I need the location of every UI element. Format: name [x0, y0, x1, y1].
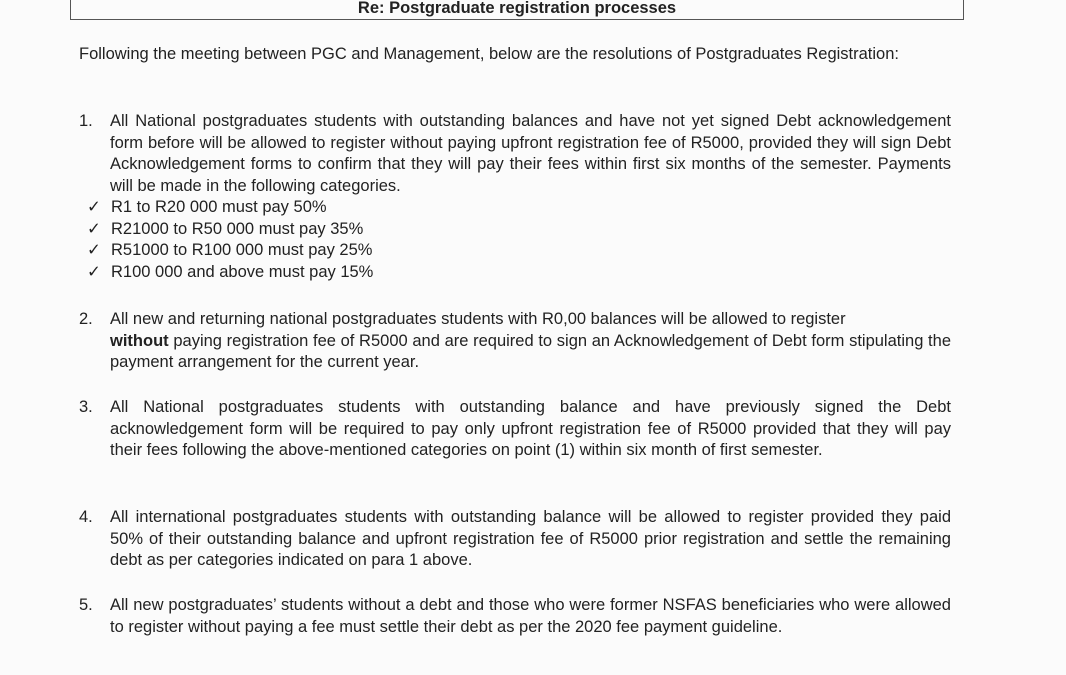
item-text: All international postgraduates students with outstanding balance will be allowed to register provided they paid 50% of their outstanding balance and upfront registration fee of R5000 prior registration and settle the remaining debt as per categories indicated on para 1 above.	[110, 508, 951, 569]
category-item	[79, 197, 920, 219]
category-item	[79, 240, 920, 262]
resolution-item-3	[79, 397, 959, 462]
item-number: 1.	[79, 112, 93, 130]
subject-heading: Re: Postgraduate registration processes	[70, 0, 964, 20]
check-icon: ✓	[87, 262, 101, 281]
category-label: R1 to R20 000 must pay 50%	[111, 198, 327, 216]
category-item	[79, 219, 920, 241]
category-item	[79, 262, 920, 284]
resolution-item-1	[79, 111, 959, 283]
category-label: R51000 to R100 000 must pay 25%	[111, 241, 373, 259]
item-text: All new postgraduates’ students without a debt and those who were former NSFAS beneficiaries who were allowed to register without paying a fee must settle their debt as per the 2020 fee payment guideline.	[110, 596, 951, 636]
intro-paragraph: Following the meeting between PGC and Management, below are the resolutions of Postgraduates Registration:	[79, 45, 899, 63]
item-text-part: All new and returning national postgraduates students with R0,00 balances will be allowed to register	[110, 310, 846, 328]
item-number: 4.	[79, 508, 93, 526]
payment-categories-list	[79, 197, 920, 283]
check-icon: ✓	[87, 219, 101, 238]
item-number: 5.	[79, 596, 93, 614]
check-icon: ✓	[87, 241, 101, 259]
item-number: 3.	[79, 398, 93, 416]
item-text-part: paying registration fee of R5000 and are required to sign an Acknowledgement of Debt form stipulating the payment arrangement for the current year.	[110, 331, 951, 371]
item-text-emphasis: without	[110, 331, 169, 350]
item-text: All National postgraduates students with outstanding balance and have previously signed the Debt acknowledgement form will be required to pay only upfront registration fee of R5000 provided that they will pay their fees following the above-mentioned categories on point (1) within six month of first semester.	[110, 398, 951, 459]
category-label: R21000 to R50 000 must pay 35%	[111, 219, 364, 238]
check-icon: ✓	[87, 198, 101, 216]
resolution-item-4	[79, 507, 959, 572]
category-label: R100 000 and above must pay 15%	[111, 262, 374, 281]
item-text	[110, 309, 951, 374]
resolution-item-2	[79, 309, 959, 374]
resolution-item-5	[79, 595, 959, 638]
item-text: All National postgraduates students with outstanding balances and have not yet signed Debt acknowledgement form before will be allowed to register without paying upfront registration fee of R5000, provided they will sign Debt Acknowledgement forms to confirm that they will pay their fees within first six months of the semester. Payments will be made in the following categories.	[110, 112, 951, 195]
item-number: 2.	[79, 310, 93, 328]
